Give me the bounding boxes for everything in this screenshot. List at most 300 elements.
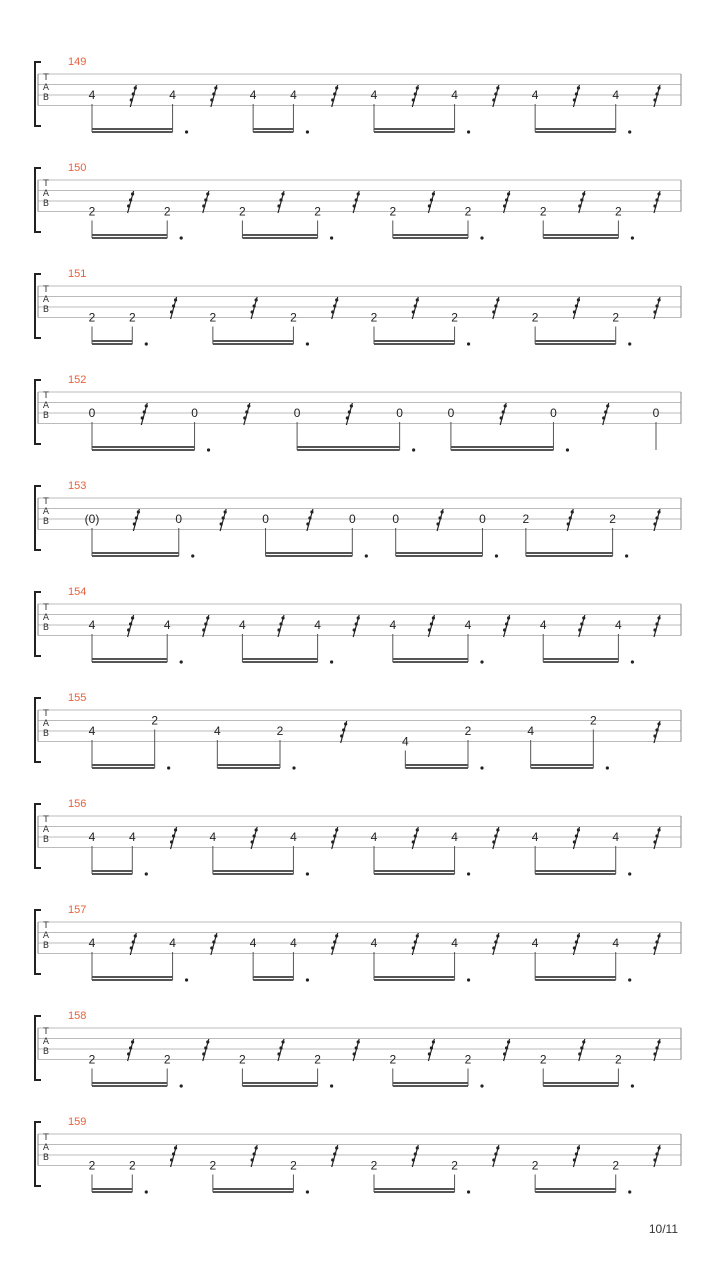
fret-number: 4 — [612, 936, 620, 950]
fret-number: 4 — [290, 830, 297, 844]
rest-mark — [412, 827, 419, 849]
fret-number: 2 — [276, 724, 284, 738]
dot — [145, 1190, 148, 1193]
tab-system — [0, 798, 720, 908]
beam — [535, 343, 616, 345]
rest-mark — [277, 615, 284, 637]
dot — [306, 1190, 309, 1193]
beam — [535, 979, 616, 981]
beam — [297, 449, 400, 451]
fret-number: 0 — [88, 406, 96, 420]
fret-number: (0) — [84, 512, 100, 526]
rest-mark — [492, 933, 499, 955]
tab-clef-letter: A — [42, 401, 50, 411]
rest-mark — [141, 403, 148, 425]
rest-mark — [428, 191, 435, 213]
beam — [393, 661, 468, 663]
tab-system — [0, 586, 720, 696]
rest-mark — [170, 297, 177, 319]
fret-number: 0 — [191, 406, 198, 420]
dot — [167, 766, 170, 769]
beam — [451, 446, 554, 448]
fret-number: 4 — [389, 618, 397, 632]
fret-number: 4 — [88, 88, 96, 102]
beam — [543, 1082, 618, 1084]
tab-clef-letter: T — [43, 1027, 49, 1037]
dot — [495, 554, 498, 557]
rest-mark — [492, 297, 499, 319]
fret-number: 2 — [290, 1158, 297, 1173]
tab-clef-letter: T — [43, 73, 49, 83]
fret-number: 2 — [209, 1158, 217, 1173]
tab-staff — [0, 484, 720, 590]
tab-clef-letter: B — [42, 411, 50, 421]
beam — [92, 1188, 132, 1190]
rest-mark — [170, 827, 177, 849]
rest-mark — [346, 403, 353, 425]
dot — [467, 978, 470, 981]
fret-number: 0 — [550, 406, 557, 420]
tab-clef-letter: T — [43, 391, 49, 401]
tab-clef-letter: T — [43, 603, 49, 613]
fret-number: 0 — [262, 512, 269, 526]
fret-number: 2 — [589, 713, 597, 728]
fret-number: 4 — [370, 936, 378, 950]
tab-system — [0, 268, 720, 378]
fret-number: 0 — [479, 512, 486, 526]
fret-number: 4 — [451, 88, 458, 102]
fret-number: 4 — [531, 830, 539, 844]
beam — [92, 1191, 132, 1193]
fret-number: 4 — [401, 734, 409, 749]
tab-clef-letter: A — [42, 719, 50, 729]
beam — [242, 661, 317, 663]
fret-number: 2 — [612, 1158, 620, 1173]
rest-mark — [210, 85, 217, 107]
rest-mark — [578, 615, 585, 637]
beam — [535, 1188, 616, 1190]
fret-number: 0 — [447, 406, 455, 420]
beam — [393, 1082, 468, 1084]
beam — [92, 764, 155, 766]
fret-number: 4 — [128, 830, 136, 844]
fret-number: 4 — [249, 936, 257, 950]
fret-number: 2 — [151, 713, 159, 728]
tab-clef-letter: B — [42, 941, 50, 951]
dot — [191, 554, 194, 557]
beam — [531, 764, 594, 766]
fret-number: 4 — [531, 88, 539, 102]
tab-clef-letter: A — [42, 613, 50, 623]
rest-mark — [251, 1145, 258, 1167]
beam — [242, 658, 317, 660]
fret-number: 0 — [396, 406, 403, 420]
dot — [628, 1190, 631, 1193]
beam — [543, 661, 618, 663]
fret-number: 2 — [539, 1052, 547, 1067]
beam — [374, 979, 455, 981]
tab-clef-letter: B — [42, 199, 50, 209]
measure-number: 152 — [68, 374, 87, 386]
tab-staff — [0, 696, 720, 802]
beam — [92, 234, 167, 236]
dot — [365, 554, 368, 557]
beam — [266, 552, 353, 554]
beam — [92, 976, 173, 978]
beam — [217, 767, 280, 769]
tab-clef-letter: B — [42, 729, 50, 739]
beam — [213, 1191, 294, 1193]
tab-clef-letter: A — [42, 83, 50, 93]
tab-clef-letter: T — [43, 709, 49, 719]
tab-clef-letter: A — [42, 507, 50, 517]
tab-system — [0, 1010, 720, 1120]
beam — [543, 658, 618, 660]
beam — [396, 552, 483, 554]
dot — [306, 130, 309, 133]
fret-number: 2 — [464, 204, 472, 219]
measure-number: 154 — [68, 586, 87, 598]
beam — [374, 343, 455, 345]
fret-number: 2 — [522, 512, 530, 526]
dot — [180, 660, 183, 663]
beam — [374, 340, 455, 342]
tab-staff — [0, 1120, 720, 1226]
fret-number: 4 — [88, 936, 96, 950]
rest-mark — [573, 827, 580, 849]
beam — [242, 234, 317, 236]
fret-number: 2 — [451, 1158, 458, 1173]
rest-mark — [503, 191, 510, 213]
dot — [185, 130, 188, 133]
beam — [92, 661, 167, 663]
fret-number: 2 — [209, 310, 217, 325]
dot — [412, 448, 415, 451]
rest-mark — [573, 85, 580, 107]
measure-number: 155 — [68, 692, 87, 704]
rest-mark — [573, 933, 580, 955]
fret-number: 2 — [290, 310, 297, 325]
fret-number: 4 — [615, 618, 622, 632]
rest-mark — [412, 85, 419, 107]
tab-clef-letter: A — [42, 825, 50, 835]
fret-number: 2 — [314, 204, 321, 219]
beam — [92, 340, 132, 342]
tab-clef-letter: T — [43, 921, 49, 931]
rest-mark — [428, 615, 435, 637]
beam — [535, 870, 616, 872]
beam — [393, 234, 468, 236]
rest-mark — [578, 1039, 585, 1061]
rest-mark — [578, 191, 585, 213]
beam — [535, 128, 616, 130]
beam — [92, 446, 195, 448]
measure-number: 149 — [68, 56, 87, 68]
tab-clef-letter: T — [43, 179, 49, 189]
fret-number: 2 — [239, 204, 246, 219]
fret-number: 4 — [88, 830, 96, 844]
tab-system — [0, 162, 720, 272]
rest-mark — [653, 721, 660, 743]
fret-number: 4 — [451, 830, 458, 844]
rest-mark — [251, 827, 258, 849]
rest-mark — [331, 827, 338, 849]
dot — [467, 872, 470, 875]
dot — [467, 1190, 470, 1193]
fret-number: 4 — [539, 618, 547, 632]
beam — [213, 870, 294, 872]
fret-number: 2 — [88, 204, 96, 219]
measure-number: 159 — [68, 1116, 87, 1128]
beam — [531, 767, 594, 769]
beam — [92, 131, 173, 133]
dot — [306, 872, 309, 875]
fret-number: 4 — [209, 830, 217, 844]
rest-mark — [331, 933, 338, 955]
fret-number: 2 — [464, 724, 472, 738]
rest-mark — [331, 85, 338, 107]
rest-mark — [653, 615, 660, 637]
tab-system — [0, 374, 720, 484]
rest-mark — [353, 191, 360, 213]
beam — [374, 870, 455, 872]
fret-number: 4 — [612, 830, 620, 844]
fret-number: 2 — [370, 1158, 378, 1173]
fret-number: 4 — [169, 936, 176, 950]
dot — [631, 236, 634, 239]
beam — [253, 131, 293, 133]
rest-mark — [653, 1039, 660, 1061]
rest-mark — [331, 1145, 338, 1167]
fret-number: 2 — [531, 310, 539, 325]
beam — [242, 1082, 317, 1084]
dot — [628, 872, 631, 875]
beam — [374, 1191, 455, 1193]
rest-mark — [243, 403, 250, 425]
beam — [213, 340, 294, 342]
beam — [253, 976, 293, 978]
beam — [92, 1085, 167, 1087]
fret-number: 4 — [249, 88, 257, 102]
tab-system — [0, 480, 720, 590]
rest-mark — [653, 191, 660, 213]
fret-number: 2 — [615, 204, 622, 219]
fret-number: 2 — [539, 204, 547, 219]
fret-number: 2 — [239, 1052, 246, 1067]
dot — [180, 236, 183, 239]
rest-mark — [653, 509, 660, 531]
beam — [213, 1188, 294, 1190]
dot — [145, 872, 148, 875]
rest-mark — [653, 297, 660, 319]
beam — [393, 658, 468, 660]
rest-mark — [653, 827, 660, 849]
fret-number: 2 — [531, 1158, 539, 1173]
fret-number: 2 — [609, 512, 616, 526]
measure-number: 156 — [68, 798, 87, 810]
page-number: 10/11 — [648, 1222, 678, 1236]
rest-mark — [277, 191, 284, 213]
rest-mark — [653, 1145, 660, 1167]
beam — [297, 446, 400, 448]
dot — [467, 342, 470, 345]
beam — [92, 552, 179, 554]
tab-clef-letter: T — [43, 815, 49, 825]
fret-number: 4 — [370, 88, 378, 102]
fret-number: 4 — [213, 724, 221, 738]
beam — [535, 976, 616, 978]
dot — [480, 660, 483, 663]
beam — [92, 979, 173, 981]
tab-staff — [0, 908, 720, 1014]
fret-number: 2 — [163, 1052, 171, 1067]
fret-number: 2 — [370, 310, 378, 325]
tab-clef-letter: B — [42, 623, 50, 633]
fret-number: 2 — [615, 1052, 622, 1067]
dot — [625, 554, 628, 557]
tab-clef-letter: A — [42, 1037, 50, 1047]
beam — [543, 234, 618, 236]
rest-mark — [492, 1145, 499, 1167]
dot — [306, 978, 309, 981]
beam — [92, 1082, 167, 1084]
tab-clef-letter: B — [42, 1047, 50, 1057]
dot — [628, 130, 631, 133]
measure-number: 157 — [68, 904, 87, 916]
beam — [396, 555, 483, 557]
fret-number: 4 — [290, 88, 297, 102]
beam — [92, 767, 155, 769]
beam — [374, 131, 455, 133]
dot — [180, 1084, 183, 1087]
beam — [92, 555, 179, 557]
rest-mark — [277, 1039, 284, 1061]
tab-clef-letter: T — [43, 497, 49, 507]
tab-system — [0, 56, 720, 166]
dot — [480, 766, 483, 769]
rest-mark — [492, 827, 499, 849]
rest-mark — [503, 1039, 510, 1061]
fret-number: 2 — [464, 1052, 472, 1067]
beam — [535, 131, 616, 133]
beam — [535, 1191, 616, 1193]
tab-system — [0, 1116, 720, 1226]
dot — [306, 342, 309, 345]
dot — [292, 766, 295, 769]
fret-number: 0 — [392, 512, 400, 526]
rest-mark — [130, 85, 137, 107]
dot — [330, 236, 333, 239]
tab-clef-letter: A — [42, 295, 50, 305]
measure-number: 158 — [68, 1010, 87, 1022]
tab-staff — [0, 60, 720, 166]
rest-mark — [170, 1145, 177, 1167]
beam — [92, 873, 132, 875]
rest-mark — [306, 509, 313, 531]
fret-number: 4 — [314, 618, 321, 632]
rest-mark — [428, 1039, 435, 1061]
tab-system — [0, 692, 720, 802]
dot — [566, 448, 569, 451]
dot — [185, 978, 188, 981]
beam — [92, 343, 132, 345]
rest-mark — [127, 1039, 134, 1061]
fret-number: 4 — [464, 618, 472, 632]
dot — [330, 660, 333, 663]
fret-number: 0 — [293, 406, 301, 420]
beam — [535, 873, 616, 875]
beam — [405, 767, 468, 769]
rest-mark — [202, 191, 209, 213]
beam — [266, 555, 353, 557]
rest-mark — [602, 403, 609, 425]
tab-clef-letter: B — [42, 305, 50, 315]
beam — [451, 449, 554, 451]
fret-number: 2 — [128, 310, 136, 325]
fret-number: 2 — [163, 204, 171, 219]
beam — [92, 870, 132, 872]
beam — [213, 343, 294, 345]
fret-number: 4 — [88, 618, 96, 632]
fret-number: 4 — [451, 936, 458, 950]
tab-clef-letter: B — [42, 1153, 50, 1163]
rest-mark — [503, 615, 510, 637]
beam — [374, 976, 455, 978]
tab-clef-letter: T — [43, 1133, 49, 1143]
fret-number: 4 — [527, 724, 535, 738]
fret-number: 2 — [612, 310, 620, 325]
tab-clef-letter: B — [42, 517, 50, 527]
dot — [330, 1084, 333, 1087]
dot — [606, 766, 609, 769]
beam — [543, 237, 618, 239]
rest-mark — [500, 403, 507, 425]
fret-number: 4 — [531, 936, 539, 950]
beam — [92, 237, 167, 239]
rest-mark — [130, 933, 137, 955]
beam — [393, 1085, 468, 1087]
tab-staff — [0, 166, 720, 272]
rest-mark — [331, 297, 338, 319]
dot — [628, 978, 631, 981]
dot — [631, 660, 634, 663]
fret-number: 2 — [314, 1052, 321, 1067]
dot — [628, 342, 631, 345]
tab-clef-letter: T — [43, 285, 49, 295]
rest-mark — [133, 509, 140, 531]
beam — [526, 555, 613, 557]
fret-number: 2 — [88, 310, 96, 325]
fret-number: 2 — [389, 1052, 397, 1067]
tab-clef-letter: A — [42, 189, 50, 199]
fret-number: 2 — [128, 1158, 136, 1173]
tab-clef-letter: B — [42, 93, 50, 103]
tab-staff — [0, 590, 720, 696]
fret-number: 2 — [451, 310, 458, 325]
beam — [213, 873, 294, 875]
rest-mark — [340, 721, 347, 743]
beam — [92, 449, 195, 451]
fret-number: 4 — [169, 88, 176, 102]
rest-mark — [127, 615, 134, 637]
rest-mark — [251, 297, 258, 319]
beam — [405, 764, 468, 766]
fret-number: 4 — [612, 88, 620, 102]
tab-staff — [0, 272, 720, 378]
fret-number: 0 — [348, 512, 356, 526]
tab-clef-letter: B — [42, 835, 50, 845]
rest-mark — [436, 509, 443, 531]
